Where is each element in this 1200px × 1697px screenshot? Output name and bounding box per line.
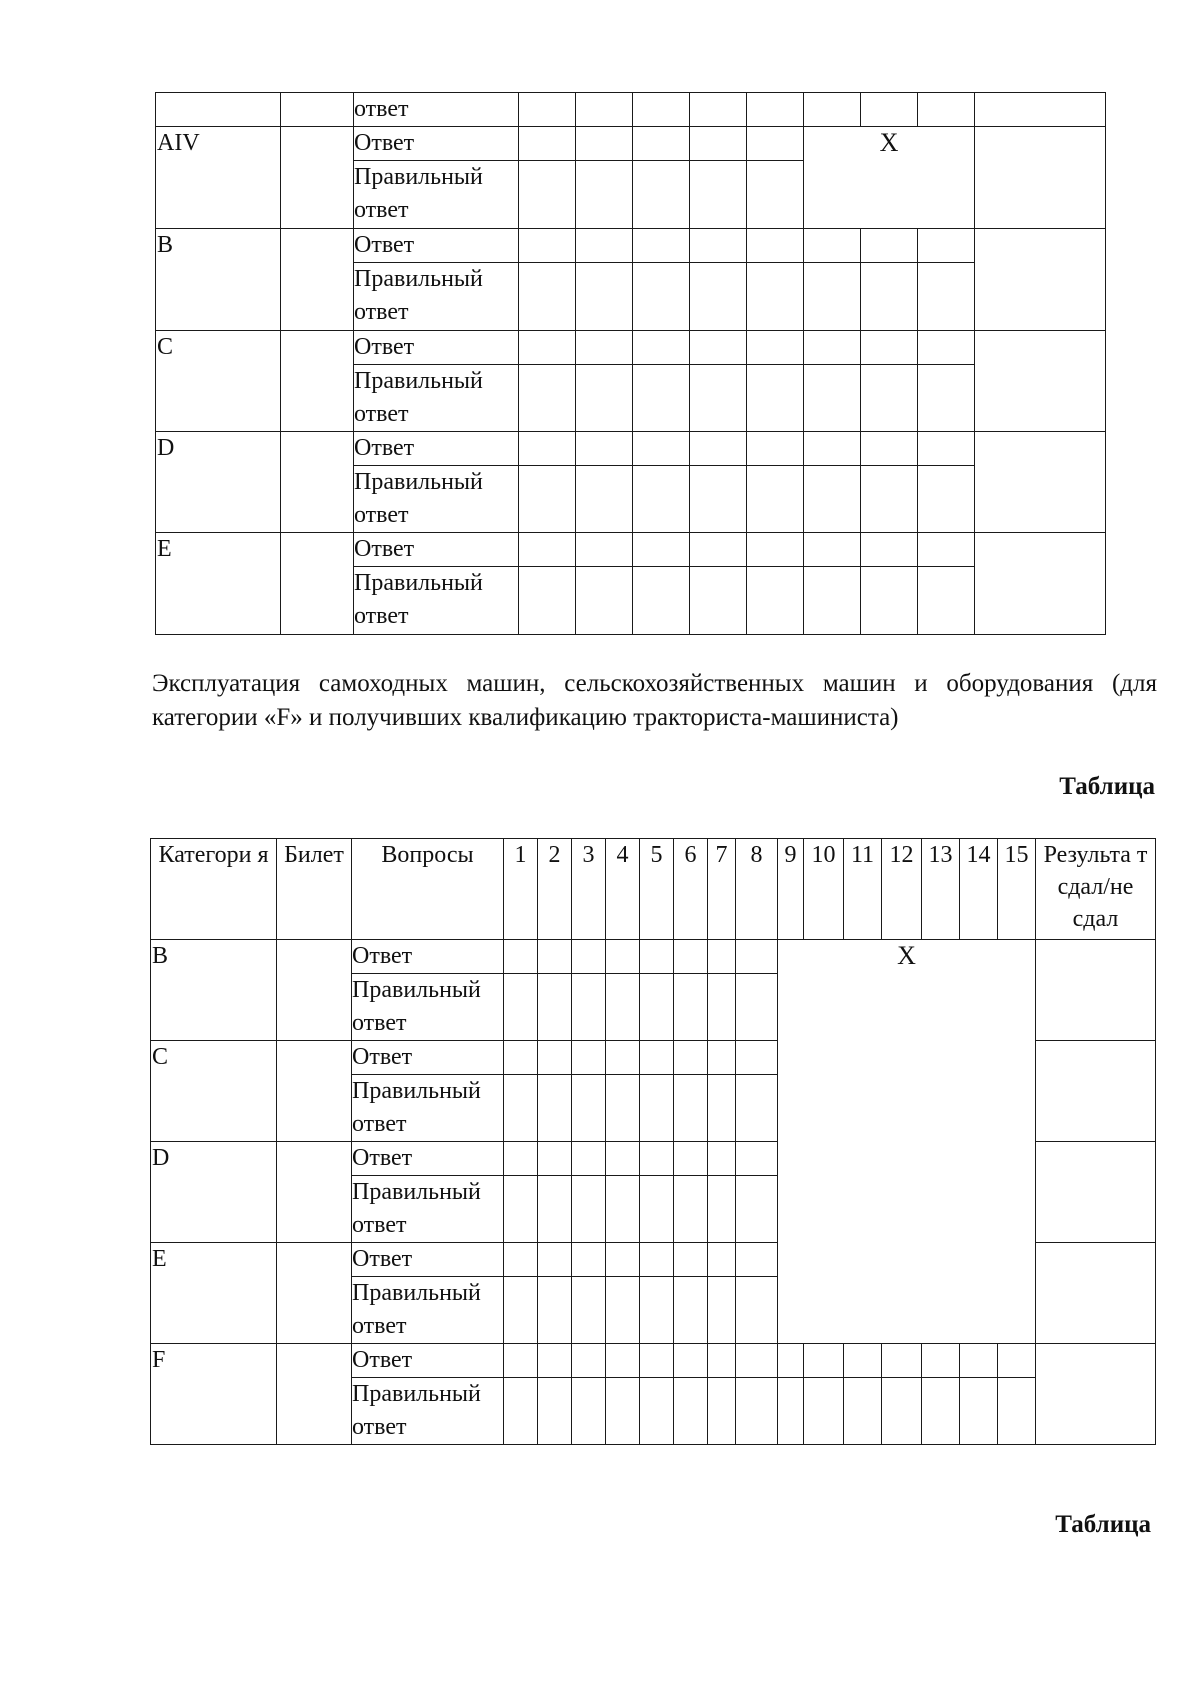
answer-cell[interactable] <box>674 1243 708 1277</box>
answer-label: Ответ <box>352 1344 504 1378</box>
answer-cell[interactable] <box>538 1378 572 1445</box>
answer-label: Ответ <box>354 331 519 365</box>
header-category: Категори я <box>151 839 277 940</box>
answer-cell[interactable] <box>861 567 918 635</box>
answer-cell[interactable] <box>918 93 975 127</box>
answer-cell[interactable] <box>690 365 747 432</box>
t1-top-label: ответ <box>354 93 519 127</box>
answer-cell[interactable] <box>690 331 747 365</box>
x-mark: X <box>778 940 1036 1344</box>
result-cell[interactable] <box>1036 1243 1156 1344</box>
answer-cell[interactable] <box>504 1378 538 1445</box>
answer-cell[interactable] <box>606 974 640 1041</box>
result-cell[interactable] <box>1036 1041 1156 1142</box>
answer-cell[interactable] <box>576 93 633 127</box>
answer-cell[interactable] <box>674 940 708 974</box>
answer-cell[interactable] <box>844 1344 882 1378</box>
answer-cell[interactable] <box>633 93 690 127</box>
answer-cell[interactable] <box>674 1277 708 1344</box>
answer-cell[interactable] <box>747 533 804 567</box>
answer-cell[interactable] <box>747 263 804 331</box>
answer-cell[interactable] <box>640 1277 674 1344</box>
correct-answer-label: Правильный ответ <box>352 1176 504 1243</box>
answer-cell[interactable] <box>504 940 538 974</box>
t1-top-ticket <box>281 93 354 127</box>
answer-cell[interactable] <box>690 93 747 127</box>
answer-cell[interactable] <box>778 1344 804 1378</box>
answer-cell[interactable] <box>606 940 640 974</box>
correct-answer-label: Правильный ответ <box>354 263 519 331</box>
header-result: Результа т сдал/не сдал <box>1036 839 1156 940</box>
correct-answer-label: Правильный ответ <box>354 466 519 533</box>
answer-cell[interactable] <box>736 974 778 1041</box>
answer-cell[interactable] <box>674 1344 708 1378</box>
ticket-cell[interactable] <box>281 127 354 229</box>
answer-cell[interactable] <box>504 1176 538 1243</box>
answer-cell[interactable] <box>538 1142 572 1176</box>
answer-cell[interactable] <box>504 1041 538 1075</box>
answer-cell[interactable] <box>674 1378 708 1445</box>
answer-cell[interactable] <box>519 567 576 635</box>
answer-cell[interactable] <box>690 567 747 635</box>
answer-cell[interactable] <box>922 1378 960 1445</box>
answer-cell[interactable] <box>504 974 538 1041</box>
answer-cell[interactable] <box>998 1378 1036 1445</box>
ticket-cell[interactable] <box>277 1243 352 1344</box>
answer-cell[interactable] <box>690 161 747 229</box>
ticket-cell[interactable] <box>277 1142 352 1243</box>
answer-cell[interactable] <box>633 365 690 432</box>
exam-table-2 <box>150 838 1156 1445</box>
answer-cell[interactable] <box>640 1075 674 1142</box>
answer-cell[interactable] <box>918 229 975 263</box>
answer-cell[interactable] <box>640 1378 674 1445</box>
result-cell[interactable] <box>975 229 1106 331</box>
category-cell: AIV <box>156 127 281 229</box>
answer-cell[interactable] <box>747 127 804 161</box>
answer-cell[interactable] <box>708 1344 736 1378</box>
answer-cell[interactable] <box>861 93 918 127</box>
answer-cell[interactable] <box>708 1142 736 1176</box>
answer-cell[interactable] <box>736 1142 778 1176</box>
answer-cell[interactable] <box>708 1176 736 1243</box>
answer-cell[interactable] <box>606 1243 640 1277</box>
header-number: 15 <box>998 839 1036 940</box>
answer-cell[interactable] <box>861 533 918 567</box>
answer-cell[interactable] <box>633 127 690 161</box>
answer-cell[interactable] <box>572 974 606 1041</box>
answer-cell[interactable] <box>882 1344 922 1378</box>
answer-cell[interactable] <box>633 331 690 365</box>
answer-cell[interactable] <box>690 466 747 533</box>
answer-cell[interactable] <box>538 1041 572 1075</box>
result-cell[interactable] <box>975 432 1106 533</box>
ticket-cell[interactable] <box>281 229 354 331</box>
answer-cell[interactable] <box>633 533 690 567</box>
answer-cell[interactable] <box>504 1142 538 1176</box>
answer-cell[interactable] <box>674 1142 708 1176</box>
answer-cell[interactable] <box>708 1277 736 1344</box>
answer-cell[interactable] <box>708 1075 736 1142</box>
answer-cell[interactable] <box>572 1243 606 1277</box>
answer-cell[interactable] <box>861 365 918 432</box>
answer-cell[interactable] <box>606 1075 640 1142</box>
answer-cell[interactable] <box>747 331 804 365</box>
answer-cell[interactable] <box>538 1075 572 1142</box>
result-cell[interactable] <box>1036 940 1156 1041</box>
answer-cell[interactable] <box>736 940 778 974</box>
answer-cell[interactable] <box>538 1243 572 1277</box>
answer-cell[interactable] <box>576 365 633 432</box>
answer-label: Ответ <box>352 1041 504 1075</box>
answer-cell[interactable] <box>736 1041 778 1075</box>
answer-cell[interactable] <box>519 331 576 365</box>
answer-cell[interactable] <box>674 1075 708 1142</box>
correct-answer-label: Правильный ответ <box>352 1277 504 1344</box>
answer-cell[interactable] <box>640 1142 674 1176</box>
answer-cell[interactable] <box>690 263 747 331</box>
answer-cell[interactable] <box>804 1378 844 1445</box>
answer-cell[interactable] <box>576 127 633 161</box>
answer-cell[interactable] <box>861 229 918 263</box>
answer-cell[interactable] <box>918 365 975 432</box>
answer-cell[interactable] <box>747 229 804 263</box>
answer-cell[interactable] <box>572 1142 606 1176</box>
answer-cell[interactable] <box>640 940 674 974</box>
answer-cell[interactable] <box>538 1277 572 1344</box>
answer-label: Ответ <box>352 1142 504 1176</box>
answer-cell[interactable] <box>606 1277 640 1344</box>
correct-answer-label: Правильный ответ <box>354 365 519 432</box>
result-cell[interactable] <box>975 331 1106 432</box>
answer-cell[interactable] <box>736 1176 778 1243</box>
answer-cell[interactable] <box>633 466 690 533</box>
result-cell[interactable] <box>1036 1344 1156 1445</box>
answer-cell[interactable] <box>747 161 804 229</box>
answer-cell[interactable] <box>606 1378 640 1445</box>
section-description: Эксплуатация самоходных машин, сельскохозяйственных машин и оборудования (для категории «F» и получивших квалификацию тракториста-машиниста) <box>152 670 1157 731</box>
answer-cell[interactable] <box>960 1378 998 1445</box>
answer-cell[interactable] <box>633 229 690 263</box>
answer-label: Ответ <box>354 432 519 466</box>
answer-cell[interactable] <box>918 331 975 365</box>
answer-cell[interactable] <box>504 1075 538 1142</box>
answer-cell[interactable] <box>519 432 576 466</box>
answer-cell[interactable] <box>519 93 576 127</box>
answer-cell[interactable] <box>690 127 747 161</box>
ticket-cell[interactable] <box>281 432 354 533</box>
answer-cell[interactable] <box>538 1344 572 1378</box>
answer-cell[interactable] <box>606 1344 640 1378</box>
answer-cell[interactable] <box>861 263 918 331</box>
answer-cell[interactable] <box>804 466 861 533</box>
answer-cell[interactable] <box>708 974 736 1041</box>
header-number: 13 <box>922 839 960 940</box>
header-ticket: Билет <box>277 839 352 940</box>
answer-cell[interactable] <box>572 1344 606 1378</box>
answer-cell[interactable] <box>778 1378 804 1445</box>
answer-cell[interactable] <box>572 1378 606 1445</box>
result-cell[interactable] <box>975 93 1106 127</box>
answer-cell[interactable] <box>576 466 633 533</box>
answer-cell[interactable] <box>690 432 747 466</box>
header-number: 4 <box>606 839 640 940</box>
answer-cell[interactable] <box>736 1378 778 1445</box>
answer-cell[interactable] <box>640 1344 674 1378</box>
answer-cell[interactable] <box>918 533 975 567</box>
answer-cell[interactable] <box>576 263 633 331</box>
answer-cell[interactable] <box>572 1176 606 1243</box>
answer-cell[interactable] <box>736 1075 778 1142</box>
answer-cell[interactable] <box>606 1041 640 1075</box>
answer-cell[interactable] <box>606 1142 640 1176</box>
answer-cell[interactable] <box>736 1344 778 1378</box>
header-number: 1 <box>504 839 538 940</box>
answer-cell[interactable] <box>747 432 804 466</box>
answer-cell[interactable] <box>633 567 690 635</box>
answer-cell[interactable] <box>576 567 633 635</box>
answer-cell[interactable] <box>519 127 576 161</box>
t1-top-category <box>156 93 281 127</box>
category-cell: B <box>151 940 277 1041</box>
answer-cell[interactable] <box>736 1277 778 1344</box>
answer-cell[interactable] <box>572 1277 606 1344</box>
header-number: 8 <box>736 839 778 940</box>
answer-label: Ответ <box>352 940 504 974</box>
answer-cell[interactable] <box>519 466 576 533</box>
answer-cell[interactable] <box>708 1378 736 1445</box>
answer-cell[interactable] <box>804 229 861 263</box>
answer-cell[interactable] <box>708 1041 736 1075</box>
answer-cell[interactable] <box>519 229 576 263</box>
ticket-cell[interactable] <box>281 533 354 635</box>
answer-cell[interactable] <box>519 263 576 331</box>
answer-cell[interactable] <box>844 1378 882 1445</box>
table-caption: Таблица <box>1055 1511 1151 1538</box>
answer-cell[interactable] <box>998 1344 1036 1378</box>
ticket-cell[interactable] <box>277 1344 352 1445</box>
answer-cell[interactable] <box>633 161 690 229</box>
answer-cell[interactable] <box>504 1344 538 1378</box>
answer-cell[interactable] <box>804 533 861 567</box>
header-number: 2 <box>538 839 572 940</box>
header-number: 7 <box>708 839 736 940</box>
answer-cell[interactable] <box>922 1344 960 1378</box>
answer-cell[interactable] <box>804 1344 844 1378</box>
header-number: 11 <box>844 839 882 940</box>
answer-cell[interactable] <box>918 567 975 635</box>
answer-label: Ответ <box>352 1243 504 1277</box>
answer-cell[interactable] <box>504 1277 538 1344</box>
correct-answer-label: Правильный ответ <box>354 161 519 229</box>
answer-cell[interactable] <box>633 263 690 331</box>
answer-cell[interactable] <box>519 161 576 229</box>
header-number: 3 <box>572 839 606 940</box>
answer-cell[interactable] <box>690 533 747 567</box>
answer-cell[interactable] <box>640 1176 674 1243</box>
answer-cell[interactable] <box>804 365 861 432</box>
answer-cell[interactable] <box>674 1041 708 1075</box>
answer-cell[interactable] <box>918 432 975 466</box>
answer-cell[interactable] <box>633 432 690 466</box>
category-cell: D <box>151 1142 277 1243</box>
answer-cell[interactable] <box>576 533 633 567</box>
x-mark: X <box>804 127 975 229</box>
answer-cell[interactable] <box>576 432 633 466</box>
answer-label: Ответ <box>354 229 519 263</box>
answer-cell[interactable] <box>504 1243 538 1277</box>
answer-cell[interactable] <box>640 1041 674 1075</box>
answer-cell[interactable] <box>690 229 747 263</box>
answer-cell[interactable] <box>538 1176 572 1243</box>
answer-cell[interactable] <box>572 940 606 974</box>
ticket-cell[interactable] <box>277 1041 352 1142</box>
category-cell: E <box>156 533 281 635</box>
answer-cell[interactable] <box>736 1243 778 1277</box>
header-number: 10 <box>804 839 844 940</box>
answer-cell[interactable] <box>576 331 633 365</box>
answer-cell[interactable] <box>918 466 975 533</box>
answer-cell[interactable] <box>674 1176 708 1243</box>
correct-answer-label: Правильный ответ <box>352 1075 504 1142</box>
header-number: 6 <box>674 839 708 940</box>
correct-answer-label: Правильный ответ <box>352 1378 504 1445</box>
answer-cell[interactable] <box>538 940 572 974</box>
answer-cell[interactable] <box>606 1176 640 1243</box>
header-number: 12 <box>882 839 922 940</box>
answer-cell[interactable] <box>804 331 861 365</box>
answer-cell[interactable] <box>708 1243 736 1277</box>
answer-label: Ответ <box>354 533 519 567</box>
answer-cell[interactable] <box>572 1041 606 1075</box>
answer-cell[interactable] <box>804 263 861 331</box>
answer-cell[interactable] <box>747 365 804 432</box>
header-number: 14 <box>960 839 998 940</box>
header-questions: Вопросы <box>352 839 504 940</box>
answer-cell[interactable] <box>576 229 633 263</box>
correct-answer-label: Правильный ответ <box>352 974 504 1041</box>
answer-cell[interactable] <box>576 161 633 229</box>
category-cell: C <box>156 331 281 432</box>
table-caption: Таблица <box>1059 773 1155 800</box>
header-number: 9 <box>778 839 804 940</box>
answer-cell[interactable] <box>640 974 674 1041</box>
answer-cell[interactable] <box>538 974 572 1041</box>
correct-answer-label: Правильный ответ <box>354 567 519 635</box>
answer-cell[interactable] <box>572 1075 606 1142</box>
answer-cell[interactable] <box>804 567 861 635</box>
category-cell: B <box>156 229 281 331</box>
answer-cell[interactable] <box>640 1243 674 1277</box>
answer-cell[interactable] <box>519 365 576 432</box>
answer-cell[interactable] <box>861 432 918 466</box>
category-cell: E <box>151 1243 277 1344</box>
category-cell: D <box>156 432 281 533</box>
ticket-cell[interactable] <box>281 331 354 432</box>
answer-cell[interactable] <box>861 331 918 365</box>
result-cell[interactable] <box>1036 1142 1156 1243</box>
answer-label: Ответ <box>354 127 519 161</box>
header-number: 5 <box>640 839 674 940</box>
category-cell: C <box>151 1041 277 1142</box>
ticket-cell[interactable] <box>277 940 352 1041</box>
answer-cell[interactable] <box>747 93 804 127</box>
answer-cell[interactable] <box>960 1344 998 1378</box>
answer-cell[interactable] <box>861 466 918 533</box>
exam-table-1 <box>155 92 1106 635</box>
answer-cell[interactable] <box>918 263 975 331</box>
answer-cell[interactable] <box>674 974 708 1041</box>
answer-cell[interactable] <box>804 93 861 127</box>
answer-cell[interactable] <box>747 567 804 635</box>
result-cell[interactable] <box>975 127 1106 229</box>
category-cell: F <box>151 1344 277 1445</box>
answer-cell[interactable] <box>882 1378 922 1445</box>
answer-cell[interactable] <box>747 466 804 533</box>
answer-cell[interactable] <box>804 432 861 466</box>
answer-cell[interactable] <box>708 940 736 974</box>
answer-cell[interactable] <box>519 533 576 567</box>
result-cell[interactable] <box>975 533 1106 635</box>
